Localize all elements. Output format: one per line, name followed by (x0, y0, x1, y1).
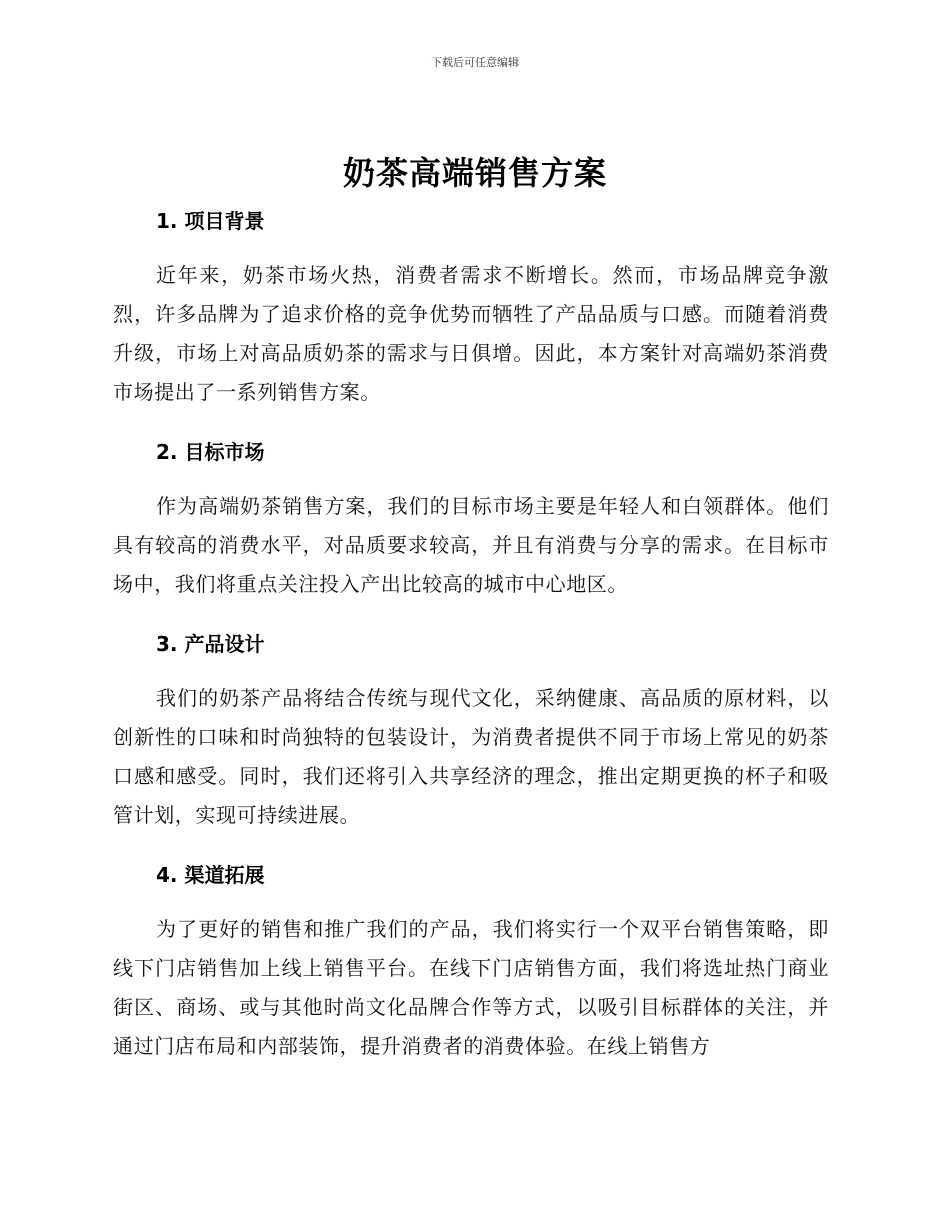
section-product-design (113, 626, 829, 835)
section-project-background (113, 203, 829, 412)
section-target-market (113, 434, 829, 604)
section-paragraph: 为了更好的销售和推广我们的产品，我们将实行一个双平台销售策略，即线下门店销售加上线上销售平台。在线下门店销售方面，我们将选址热门商业街区、商场、或与其他时尚文化品牌合作等方式，以吸引目标群体的关注，并通过门店布局和内部装饰，提升消费者的消费体验。在线上销售方 (113, 917, 829, 1058)
section-heading: 3. 产品设计 (156, 632, 265, 656)
document-body (113, 203, 829, 1088)
document-title: 奶茶高端销售方案 (342, 154, 607, 192)
section-channel-expansion (113, 857, 829, 1066)
section-heading: 2. 目标市场 (156, 440, 265, 464)
section-paragraph: 作为高端奶茶销售方案，我们的目标市场主要是年轻人和白领群体。他们具有较高的消费水平，对品质要求较高，并且有消费与分享的需求。在目标市场中，我们将重点关注投入产出比较高的城市中心地区。 (113, 494, 829, 596)
section-heading: 4. 渠道拓展 (156, 863, 265, 887)
section-paragraph: 近年来，奶茶市场火热，消费者需求不断增长。然而，市场品牌竞争激烈，许多品牌为了追求价格的竞争优势而牺牲了产品品质与口感。而随着消费升级，市场上对高品质奶茶的需求与日俱增。因此，本方案针对高端奶茶消费市场提出了一系列销售方案。 (113, 263, 829, 404)
section-paragraph: 我们的奶茶产品将结合传统与现代文化，采纳健康、高品质的原材料，以创新性的口味和时尚独特的包装设计，为消费者提供不同于市场上常见的奶茶口感和感受。同时，我们还将引入共享经济的理念，推出定期更换的杯子和吸管计划，实现可持续进展。 (113, 686, 829, 827)
section-heading: 1. 项目背景 (156, 209, 265, 233)
header-note: 下载后可任意编辑 (431, 56, 519, 69)
